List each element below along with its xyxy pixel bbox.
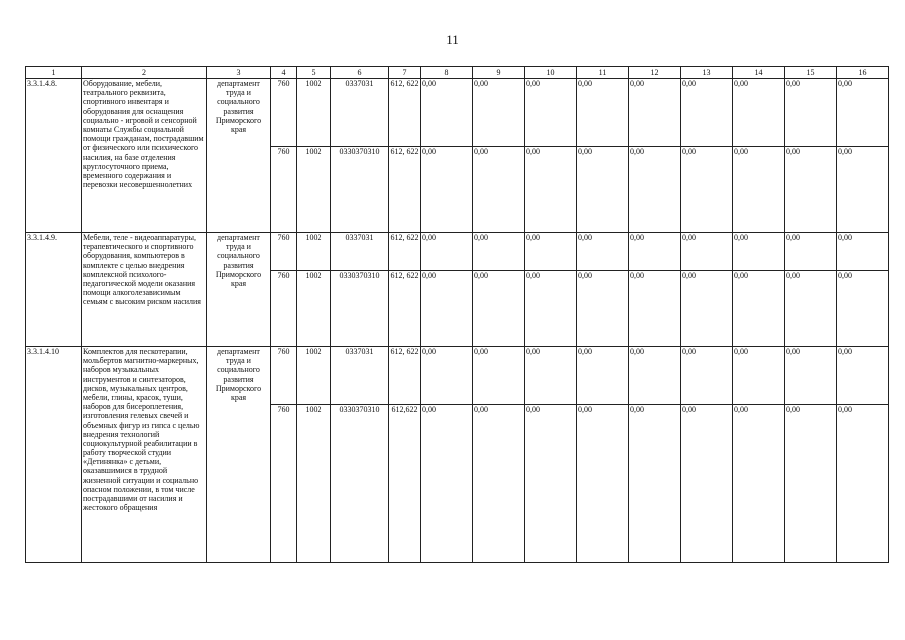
table-row [26,233,889,271]
cell-value: 0,00 [525,147,577,233]
column-header: 15 [785,67,837,79]
column-header: 16 [837,67,889,79]
cell-value: 0,00 [837,147,889,233]
page-number: 11 [446,32,459,47]
column-header: 9 [473,67,525,79]
cell-value: 0,00 [785,79,837,147]
cell-rzpr: 1002 [297,233,331,271]
cell-vr: 612, 622 [389,271,421,347]
cell-value: 0,00 [525,233,577,271]
cell-value: 0,00 [473,233,525,271]
column-header: 1 [26,67,82,79]
cell-rzpr: 1002 [297,347,331,405]
cell-value: 0,00 [421,271,473,347]
cell-value: 0,00 [837,347,889,405]
cell-csr: 0330370310 [331,147,389,233]
cell-value: 0,00 [473,79,525,147]
item-name: Оборудование, мебели, театрального реквизита, спортивного инвентаря и оборудования для оснащения социально - игровой и сенсорной комнаты Службы социальной помощи гражданам, пострадавшим от физического или психического насилия, на базе отделения круглосуточного приема, временного содержания и перевозки несовершеннолетних [82,79,207,233]
column-header: 11 [577,67,629,79]
column-header: 4 [271,67,297,79]
cell-value: 0,00 [629,79,681,147]
item-executor: департамент труда и социального развития Приморского края [207,79,271,233]
cell-vr: 612, 622 [389,147,421,233]
cell-value: 0,00 [473,271,525,347]
item-number: 3.3.1.4.10 [26,347,82,563]
cell-value: 0,00 [421,79,473,147]
column-header: 3 [207,67,271,79]
cell-value: 0,00 [785,233,837,271]
cell-value: 0,00 [785,271,837,347]
cell-value: 0,00 [629,147,681,233]
column-header: 7 [389,67,421,79]
cell-value: 0,00 [629,405,681,563]
cell-value: 0,00 [629,233,681,271]
cell-value: 0,00 [577,405,629,563]
cell-value: 0,00 [421,347,473,405]
cell-value: 0,00 [473,405,525,563]
cell-value: 0,00 [525,79,577,147]
cell-value: 0,00 [681,147,733,233]
cell-value: 0,00 [473,147,525,233]
cell-value: 0,00 [577,79,629,147]
cell-value: 0,00 [525,271,577,347]
cell-value: 0,00 [785,147,837,233]
cell-value: 0,00 [473,347,525,405]
cell-value: 0,00 [421,233,473,271]
cell-grbs: 760 [271,79,297,147]
column-header: 13 [681,67,733,79]
cell-value: 0,00 [733,233,785,271]
cell-csr: 0337031 [331,347,389,405]
cell-grbs: 760 [271,147,297,233]
cell-value: 0,00 [681,405,733,563]
item-number: 3.3.1.4.8. [26,79,82,233]
column-header: 12 [629,67,681,79]
column-header: 5 [297,67,331,79]
header-row [26,67,889,79]
item-executor: департамент труда и социального развития Приморского края [207,347,271,563]
cell-value: 0,00 [681,271,733,347]
cell-value: 0,00 [629,271,681,347]
cell-value: 0,00 [421,405,473,563]
cell-csr: 0330370310 [331,271,389,347]
cell-csr: 0330370310 [331,405,389,563]
cell-csr: 0337031 [331,233,389,271]
column-header: 14 [733,67,785,79]
column-header: 6 [331,67,389,79]
cell-value: 0,00 [629,347,681,405]
cell-value: 0,00 [837,405,889,563]
cell-rzpr: 1002 [297,405,331,563]
cell-vr: 612, 622 [389,233,421,271]
cell-value: 0,00 [577,233,629,271]
cell-value: 0,00 [837,233,889,271]
budget-table [25,66,889,563]
cell-value: 0,00 [733,79,785,147]
cell-vr: 612,622 [389,405,421,563]
column-header: 2 [82,67,207,79]
column-header: 8 [421,67,473,79]
cell-value: 0,00 [421,147,473,233]
item-name: Мебели, теле - видеоаппаратуры, терапевтического и спортивного оборудования, компьютеров в комплекте с целью внедрения комплексной психолого-педагогической модели оказания помощи алкоголезависимым семьям с высоким риском насилия [82,233,207,347]
column-header: 10 [525,67,577,79]
cell-vr: 612, 622 [389,79,421,147]
cell-value: 0,00 [733,147,785,233]
cell-value: 0,00 [837,271,889,347]
cell-rzpr: 1002 [297,147,331,233]
cell-value: 0,00 [681,79,733,147]
cell-value: 0,00 [837,79,889,147]
cell-rzpr: 1002 [297,79,331,147]
cell-csr: 0337031 [331,79,389,147]
cell-value: 0,00 [577,147,629,233]
cell-grbs: 760 [271,347,297,405]
item-number: 3.3.1.4.9. [26,233,82,347]
item-name: Комплектов для пескотерапии, мольбертов магнитно-маркерных, наборов музыкальных инструментов и синтезаторов, дисков, музыкальных центров, мебели, глины, красок, туши, наборов для бисероплетения, изготовления гелевых свечей и объемных фигур из гипса с целью внедрения технологий социокультурной реабилитации в работу творческой студии «Детинянка» с детьми, оказавшимися в трудной жизненной ситуации и социально опасном положении, в том числе пострадавшими от насилия и жестокого обращения [82,347,207,563]
cell-value: 0,00 [681,347,733,405]
cell-value: 0,00 [577,347,629,405]
item-executor: департамент труда и социального развития Приморского края [207,233,271,347]
cell-value: 0,00 [785,405,837,563]
cell-value: 0,00 [577,271,629,347]
cell-vr: 612, 622 [389,347,421,405]
cell-grbs: 760 [271,405,297,563]
cell-value: 0,00 [733,347,785,405]
cell-grbs: 760 [271,271,297,347]
table-row [26,79,889,147]
cell-grbs: 760 [271,233,297,271]
cell-value: 0,00 [733,405,785,563]
cell-value: 0,00 [681,233,733,271]
cell-value: 0,00 [785,347,837,405]
cell-rzpr: 1002 [297,271,331,347]
cell-value: 0,00 [733,271,785,347]
table-row [26,347,889,405]
cell-value: 0,00 [525,405,577,563]
cell-value: 0,00 [525,347,577,405]
